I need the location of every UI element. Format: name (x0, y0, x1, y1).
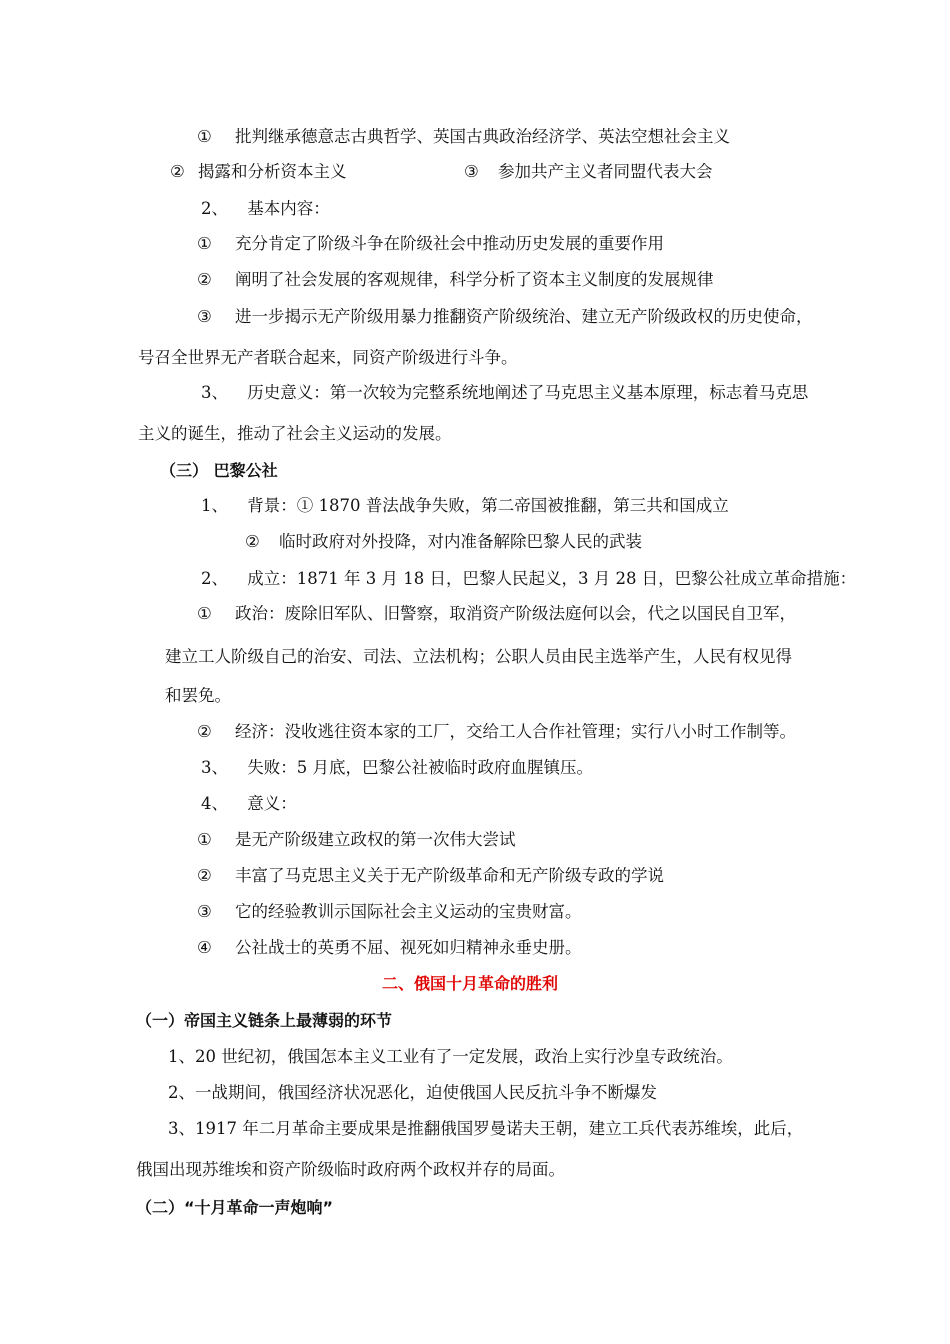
list-item (201, 757, 593, 779)
item-text: 基本内容： (247, 199, 330, 218)
item-text: 和罢免。 (165, 686, 231, 705)
item-number: ① (197, 234, 212, 253)
list-item (197, 233, 664, 255)
item-text: 揭露和分析资本主义 (198, 162, 347, 181)
list-item (245, 531, 642, 553)
list-item (201, 793, 297, 815)
item-number: ② (197, 270, 212, 289)
item-number: ① (197, 127, 212, 146)
item-text: 号召全世界无产者联合起来，同资产阶级进行斗争。 (138, 348, 518, 367)
item-text: 临时政府对外投降，对内准备解除巴黎人民的武装 (279, 532, 643, 551)
item-number: ② (170, 162, 185, 181)
item-number: 1、 (201, 496, 228, 515)
list-item (170, 161, 347, 183)
item-number: ③ (197, 902, 212, 921)
list-item (201, 568, 856, 590)
list-item (197, 937, 582, 959)
item-text: 俄国出现苏维埃和资产阶级临时政府两个政权并存的局面。 (136, 1160, 565, 1179)
chapter-heading (382, 973, 558, 995)
item-text: 参加共产主义者同盟代表大会 (498, 162, 713, 181)
list-item (197, 603, 796, 625)
item-text: （二）“十月革命一声炮响” (136, 1198, 334, 1217)
item-text: 失败：5 月底，巴黎公社被临时政府血腥镇压。 (247, 758, 593, 777)
paragraph-line (138, 347, 518, 369)
item-text: 公社战士的英勇不屈、视死如归精神永垂史册。 (235, 938, 582, 957)
item-number: ③ (197, 307, 212, 326)
item-text: 丰富了马克思主义关于无产阶级革命和无产阶级专政的学说 (235, 866, 665, 885)
item-text: 它的经验教训示国际社会主义运动的宝贵财富。 (235, 902, 582, 921)
item-text: 进一步揭示无产阶级用暴力推翻资产阶级统治、建立无产阶级政权的历史使命， (235, 307, 813, 326)
item-number: ④ (197, 938, 212, 957)
item-text: 批判继承德意志古典哲学、英国古典政治经济学、英法空想社会主义 (235, 127, 731, 146)
item-number: 2、 (201, 569, 228, 588)
item-text: 经济：没收逃往资本家的工厂，交给工人合作社管理；实行八小时工作制等。 (235, 722, 797, 741)
paragraph-line (168, 1046, 733, 1068)
list-item (201, 382, 808, 404)
section-heading (201, 198, 330, 220)
list-item (197, 901, 582, 923)
item-text: 成立：1871 年 3 月 18 日，巴黎人民起义，3 月 28 日，巴黎公社成立革命措施： (247, 569, 857, 588)
item-text: （一）帝国主义链条上最薄弱的环节 (136, 1011, 393, 1030)
item-text: 1、20 世纪初，俄国怎本主义工业有了一定发展，政治上实行沙皇专政统治。 (168, 1047, 733, 1066)
item-text: 充分肯定了阶级斗争在阶级社会中推动历史发展的重要作用 (235, 234, 665, 253)
list-item (197, 829, 516, 851)
item-text: （三） 巴黎公社 (160, 461, 278, 480)
list-item (197, 721, 796, 743)
item-text: 意义： (247, 794, 297, 813)
section-title (136, 1197, 333, 1219)
paragraph-line (168, 1118, 803, 1140)
item-text: 二、俄国十月革命的胜利 (382, 974, 559, 993)
paragraph-line (136, 1159, 565, 1181)
list-item (201, 495, 729, 517)
item-number: ② (197, 722, 212, 741)
item-text: 政治：废除旧军队、旧警察，取消资产阶级法庭何以会，代之以国民自卫军， (235, 604, 797, 623)
list-item (197, 865, 664, 887)
paragraph-line (138, 423, 452, 445)
item-text: 背景：① 1870 普法战争失败，第二帝国被推翻，第三共和国成立 (247, 496, 729, 515)
list-item (197, 306, 813, 328)
item-text: 是无产阶级建立政权的第一次伟大尝试 (235, 830, 516, 849)
paragraph-line (165, 646, 792, 668)
item-number: ③ (464, 162, 479, 181)
item-text: 阐明了社会发展的客观规律，科学分析了资本主义制度的发展规律 (235, 270, 714, 289)
item-text: 3、1917 年二月革命主要成果是推翻俄国罗曼诺夫王朝，建立工兵代表苏维埃，此后， (168, 1119, 804, 1138)
paragraph-line (165, 685, 231, 707)
item-number: ② (197, 866, 212, 885)
item-text: 建立工人阶级自己的治安、司法、立法机构；公职人员由民主选举产生，人民有权见得 (165, 647, 792, 666)
paragraph-line (168, 1082, 657, 1104)
section-title (160, 460, 278, 482)
item-number: ① (197, 830, 212, 849)
item-number: 4、 (201, 794, 228, 813)
list-item (197, 126, 730, 148)
item-number: 3、 (201, 383, 228, 402)
item-text: 历史意义：第一次较为完整系统地阐述了马克思主义基本原理，标志着马克思 (247, 383, 809, 402)
item-number: 3、 (201, 758, 228, 777)
item-number: ① (197, 604, 212, 623)
item-number: 2、 (201, 199, 228, 218)
list-item (464, 161, 713, 183)
section-title (136, 1010, 392, 1032)
item-number: ② (245, 532, 260, 551)
item-text: 主义的诞生，推动了社会主义运动的发展。 (138, 424, 452, 443)
item-text: 2、一战期间，俄国经济状况恶化，迫使俄国人民反抗斗争不断爆发 (168, 1083, 657, 1102)
list-item (197, 269, 714, 291)
